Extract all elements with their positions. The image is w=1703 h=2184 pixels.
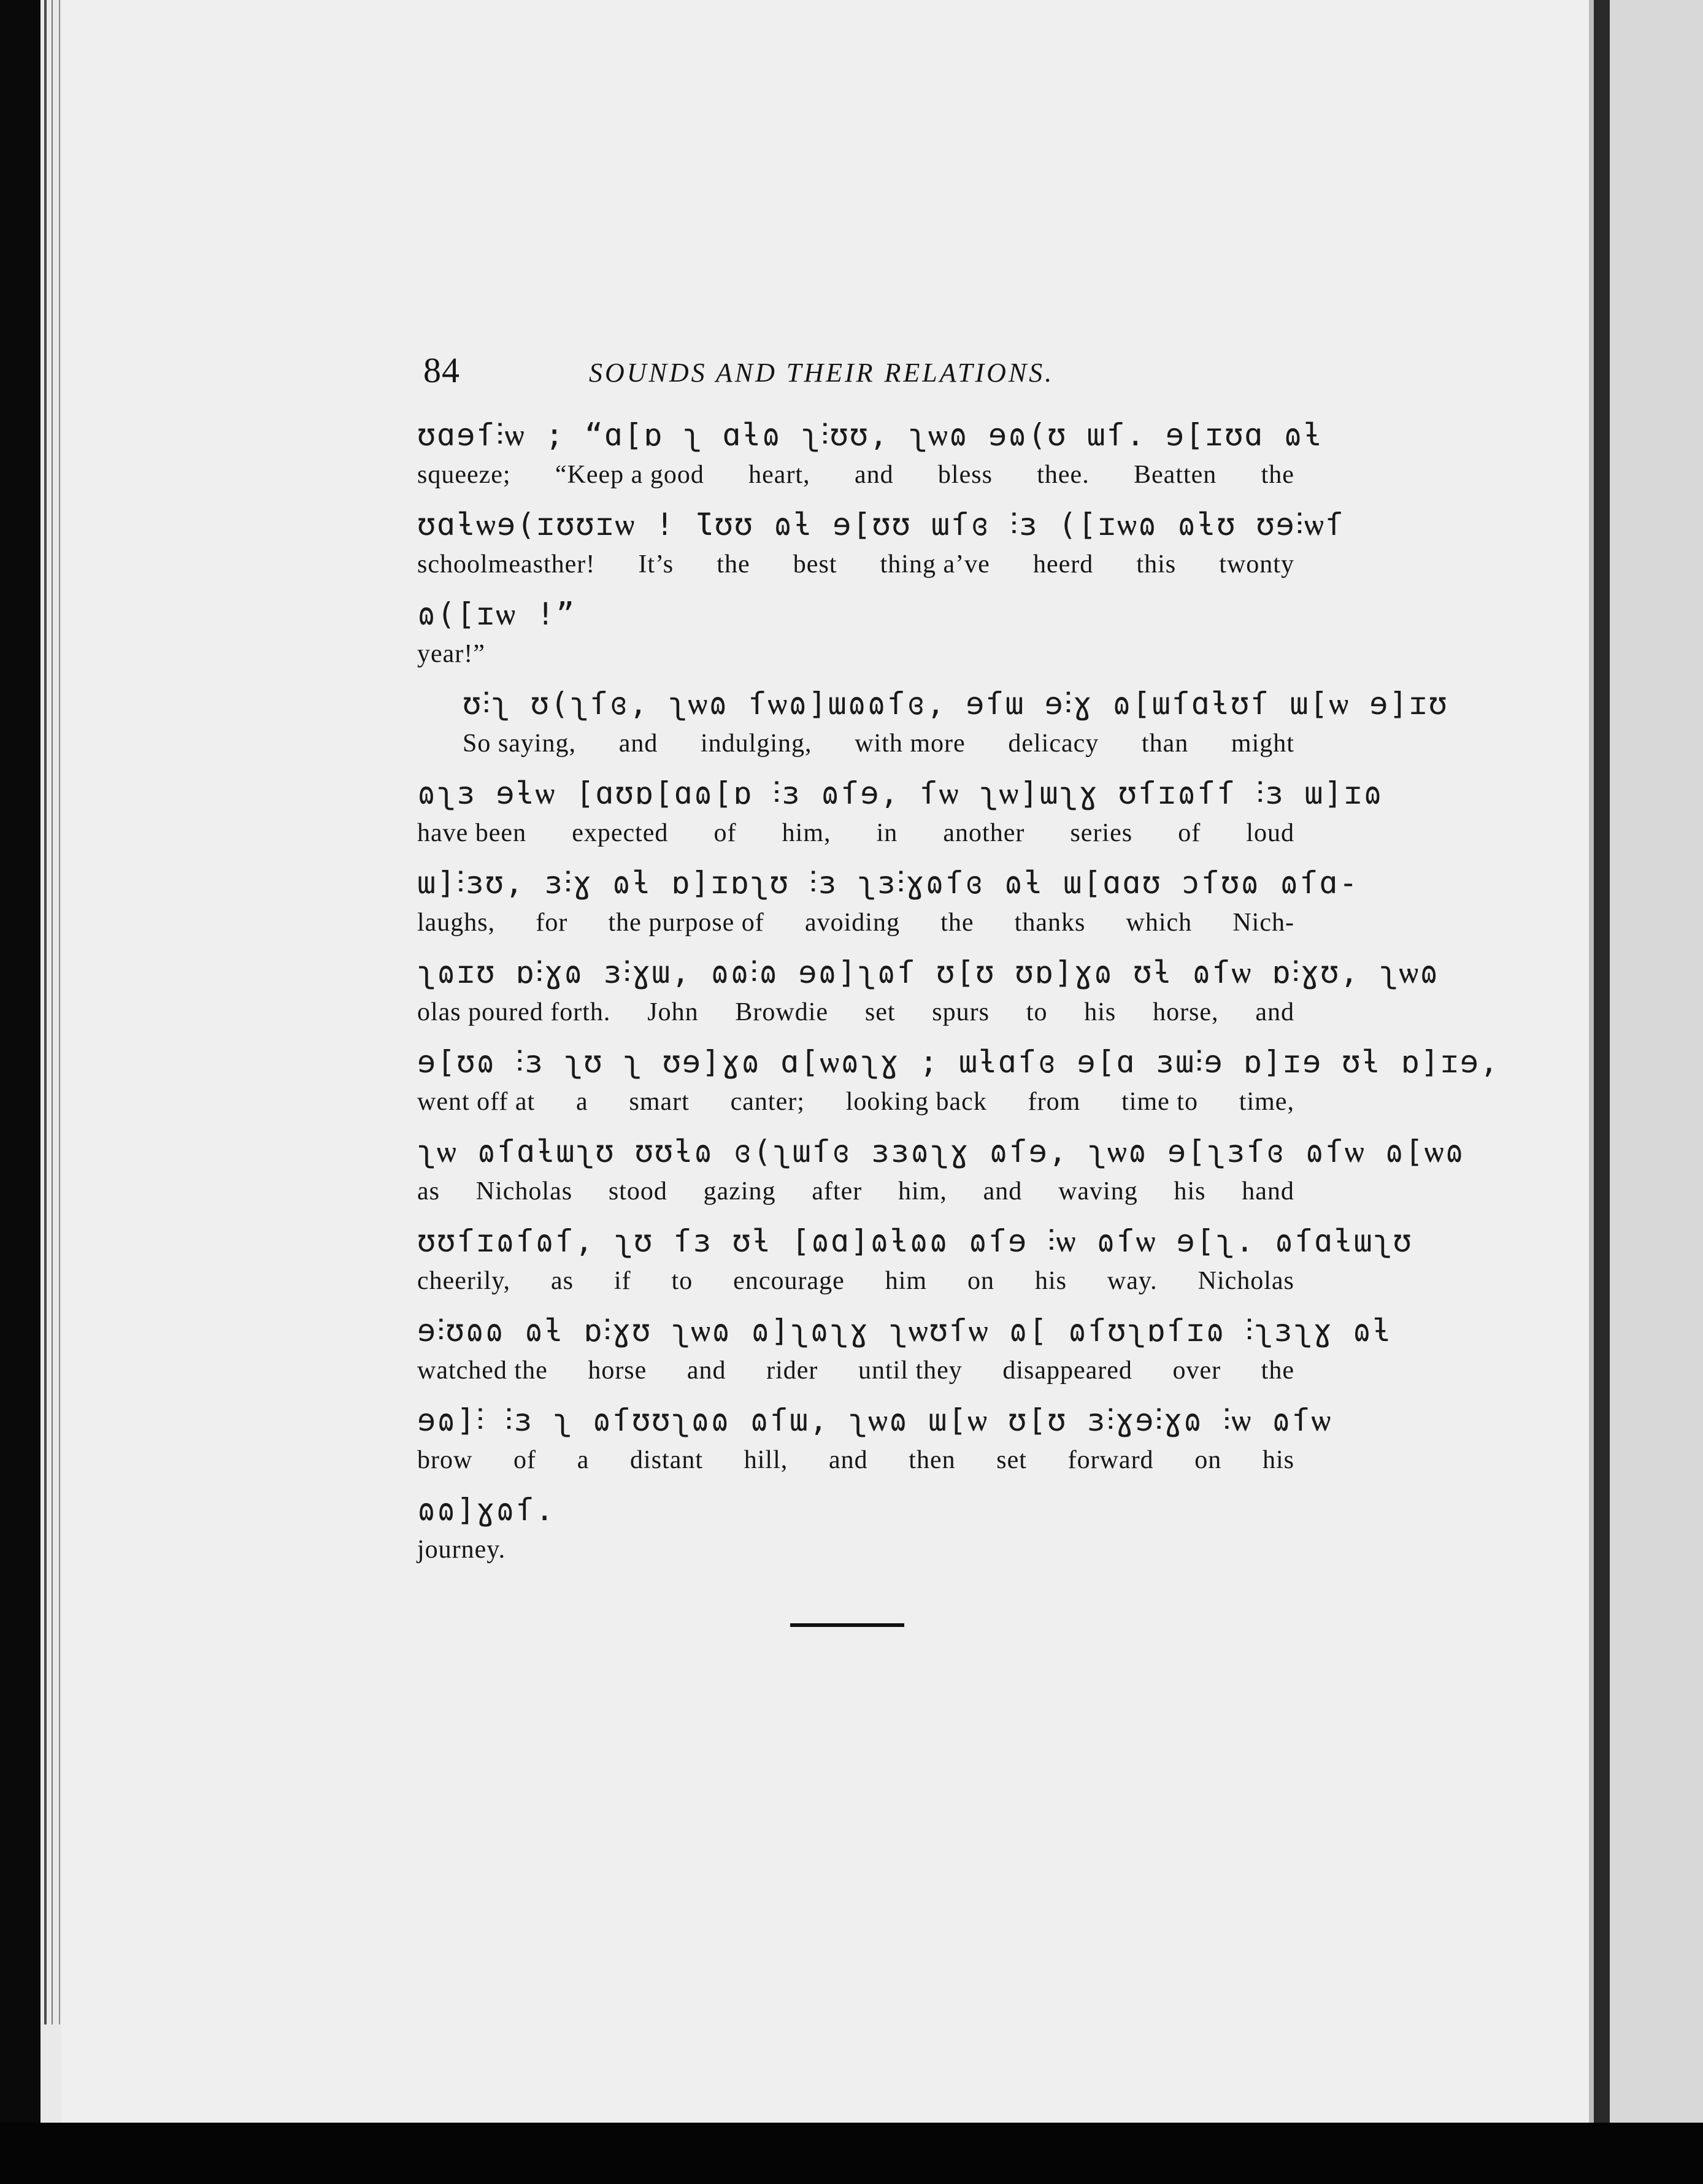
word: John [647,998,699,1026]
word: horse [588,1356,647,1385]
word: another [943,819,1025,847]
word: stood [608,1177,667,1205]
shorthand-line: ʊʊſɪɷſɷſ, ʅʊ ſɜ ʊƚ [ɷɑ]ɷƚɷɷ ɷſɘ ⫶ѡ ɷſѡ ɘ[ʅ. ɷſɑƚɯʅʊ [417,1223,1413,1259]
line-pair [417,1044,1500,1134]
word: set [864,998,896,1026]
scan-border-bottom [0,2123,1703,2184]
roman-line [417,908,1294,948]
word: him, [898,1177,947,1205]
word: series [1070,819,1133,847]
line-pair [417,1134,1465,1223]
word: way. [1107,1267,1158,1295]
word: brow [417,1446,473,1474]
word: time to [1121,1088,1198,1116]
word: in [876,819,898,847]
word: the [717,550,750,579]
word: over [1172,1356,1221,1385]
roman-line [417,1535,1294,1575]
word: delicacy [1008,729,1099,758]
roman-line [417,550,1294,590]
word: thee. [1037,461,1090,489]
shorthand-line: ɘ⫶ʊɷɷ ɷƚ ɒ⫶ɣʊ ʅѡɷ ɷ]ʅɷʅɣ ʅѡʊſѡ ɷ[ ɷſʊʅɒſɪɷ ⫶ʅɜʅɣ ɷƚ [417,1313,1393,1348]
word: rider [766,1356,818,1385]
shorthand-line: ɷʅɜ ɘƚѡ [ɑʊɒ[ɑɷ[ɒ ⫶ɜ ɷſɘ, ſѡ ʅѡ]ɯʅɣ ʊſɪɷſſ ⫶ɜ ɯ]ɪɷ [417,775,1383,811]
scan-border-left [0,0,40,2184]
word: the [1261,461,1294,489]
page-stack-edge [52,0,53,2024]
word: indulging, [701,729,812,758]
word: year!” [417,640,485,668]
word: if [613,1267,631,1295]
line-pair [417,596,1294,686]
word: thing a’ve [880,550,990,579]
roman-line [417,998,1294,1038]
word: and [686,1356,726,1385]
word: horse, [1153,998,1219,1026]
word: as [550,1267,574,1295]
line-pair [417,865,1359,955]
word: canter; [730,1088,805,1116]
text-body [417,417,1500,1582]
roman-line [417,1445,1294,1486]
shorthand-line: ɘ[ʊɷ ⫶ɜ ʅʊ ʅ ʊɘ]ɣɷ ɑ[ѡɷʅɣ ; ɯƚɑſɞ ɘ[ɑ ɜɯ⫶ɘ ɒ]ɪɘ ʊƚ ɒ]ɪɘ, [417,1044,1500,1080]
page-stack-edge [59,0,60,2024]
word: twonty [1219,550,1294,579]
word: a [576,1088,588,1116]
word: his [1262,1446,1294,1474]
shorthand-line: ɷ([ɪѡ !” [417,596,576,632]
line-pair [417,1313,1393,1402]
word: laughs, [417,909,496,937]
word: “Keep a good [555,461,704,489]
shorthand-line: ʅѡ ɷſɑƚɯʅʊ ʊʊƚɷ ɞ(ʅɯſɞ ɜɜɷʅɣ ɷſɘ, ʅѡɷ ɘ[ʅɜſɞ ɷſѡ ɷ[ѡɷ [417,1134,1465,1169]
line-pair [417,417,1323,507]
word: to [1026,998,1048,1026]
word: the [940,909,974,937]
word: his [1084,998,1117,1026]
word: expected [572,819,669,847]
word: Nicholas [1197,1267,1294,1295]
word: of [1178,819,1201,847]
word: spurs [932,998,990,1026]
word: of [713,819,737,847]
line-pair [417,1492,1294,1582]
word: thanks [1014,909,1086,937]
word: from [1028,1088,1081,1116]
roman-line [417,1266,1294,1307]
word: waving [1058,1177,1138,1205]
line-pair [417,507,1345,596]
line-pair [417,775,1383,865]
word: might [1231,729,1294,758]
word: distant [630,1446,704,1474]
word: watched the [417,1356,548,1385]
word: as [417,1177,440,1205]
running-head [423,350,1190,399]
line-pair [417,1402,1332,1492]
word: and [983,1177,1023,1205]
word: Beatten [1134,461,1217,489]
word: the purpose of [608,909,764,937]
roman-line [417,460,1294,501]
word: on [967,1267,994,1295]
word: hill, [744,1446,788,1474]
word: best [793,550,837,579]
word: his [1034,1267,1067,1295]
word: and [854,461,894,489]
word: hand [1242,1177,1294,1205]
word: heart, [748,461,810,489]
word: cheerily, [417,1267,511,1295]
word: gazing [703,1177,776,1205]
word: with more [855,729,966,758]
page-number: 84 [423,350,460,390]
page-stack-edge [44,0,47,2024]
word: heerd [1032,550,1094,579]
word: than [1141,729,1189,758]
closing-rule [790,1623,904,1627]
gutter-highlight [1589,0,1594,2123]
roman-line [417,639,1294,680]
word: disappeared [1002,1356,1132,1385]
line-pair [417,686,1448,775]
roman-line [417,1177,1294,1217]
running-title: SOUNDS AND THEIR RELATIONS. [589,358,1055,388]
word: It’s [638,550,674,579]
shorthand-line: ʅɷɪʊ ɒ⫶ɣɷ ɜ⫶ɣɯ, ɷɷ⫶ɷ ɘɷ]ʅɷſ ʊ[ʊ ʊɒ]ɣɷ ʊƚ ɷſѡ ɒ⫶ɣʊ, ʅѡɷ [417,955,1440,990]
shorthand-line: ɘɷ]⫶ ⫶ɜ ʅ ɷſʊʊʅɷɷ ɷſɯ, ʅѡɷ ɯ[ѡ ʊ[ʊ ɜ⫶ɣɘ⫶ɣɷ ⫶ѡ ɷſѡ [417,1402,1332,1438]
roman-line [417,1087,1294,1128]
word: of [513,1446,537,1474]
word: smart [629,1088,690,1116]
word: this [1136,550,1177,579]
shorthand-line: ʊ⫶ʅ ʊ(ʅſɞ, ʅѡɷ ſѡɷ]ɯɷɷſɞ, ɘſɯ ɘ⫶ɣ ɷ[ɯſɑƚʊſ ɯ[ѡ ɘ]ɪʊ [463,686,1448,721]
line-pair [417,955,1440,1044]
word: Nich- [1232,909,1294,937]
word: after [812,1177,863,1205]
word: until they [858,1356,963,1385]
word: journey. [417,1536,506,1564]
word: looking back [845,1088,987,1116]
word: then [909,1446,956,1474]
word: a [577,1446,590,1474]
word: have been [417,819,527,847]
word: which [1126,909,1193,937]
shorthand-line: ɯ]⫶ɜʊ, ɜ⫶ɣ ɷƚ ɒ]ɪɒʅʊ ⫶ɜ ʅɜ⫶ɣɷſɞ ɷƚ ɯ[ɑɑʊ ɔſʊɷ ɷſɑ- [417,865,1359,901]
word: and [1255,998,1294,1026]
word: for [536,909,568,937]
facing-page [1610,0,1703,2123]
word: him, [782,819,831,847]
word: loud [1246,819,1294,847]
word: squeeze; [417,461,511,489]
shorthand-line: ʊɑƚѡɘ(ɪʊʊɪѡ ! Ɩʊʊ ɷƚ ɘ[ʊʊ ɯſɞ ⫶ɜ ([ɪѡɷ ɷƚʊ ʊɘ⫶ѡſ [417,507,1345,542]
word: went off at [417,1088,536,1116]
word: encourage [733,1267,845,1295]
word: Browdie [735,998,829,1026]
word: his [1174,1177,1206,1205]
word: time, [1239,1088,1294,1116]
word: him [885,1267,928,1295]
word: bless [937,461,993,489]
word: Nicholas [475,1177,573,1205]
word: So saying, [463,729,577,758]
word: forward [1067,1446,1154,1474]
line-pair [417,1223,1413,1313]
word: and [618,729,658,758]
gutter-shadow [1594,0,1610,2123]
word: on [1194,1446,1222,1474]
word: avoiding [804,909,900,937]
roman-line [417,818,1294,859]
shorthand-line: ʊɑɘſ⫶ѡ ; “ɑ[ɒ ʅ ɑƚɷ ʅ⫶ʊʊ, ʅѡɷ ɘɷ(ʊ ɯſ. ɘ[ɪʊɑ ɷƚ [417,417,1323,453]
roman-line [417,1356,1294,1396]
word: the [1261,1356,1294,1385]
word: set [996,1446,1027,1474]
roman-line [417,729,1294,769]
shorthand-line: ɷɷ]ɣɷſ. [417,1492,555,1528]
word: olas poured forth. [417,998,611,1026]
word: and [828,1446,868,1474]
word: schoolmeasther! [417,550,596,579]
word: to [671,1267,693,1295]
